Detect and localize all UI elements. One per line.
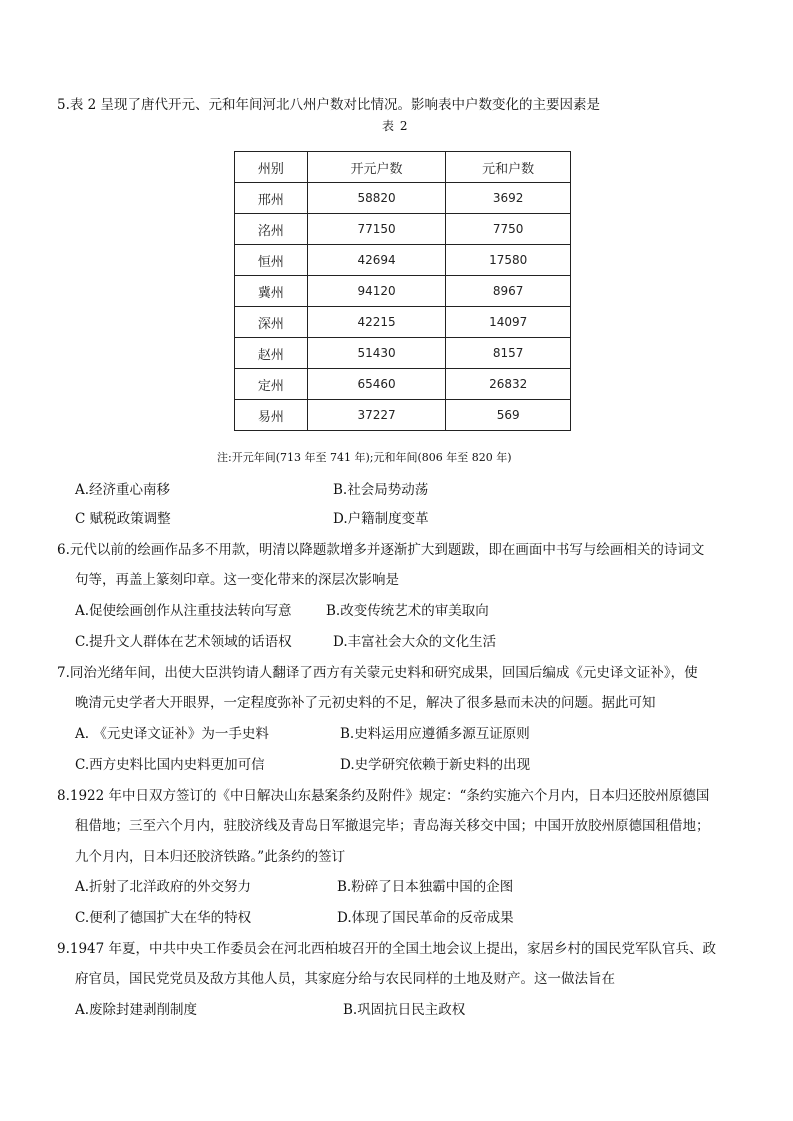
kaiyuan-cell: 58820 [307, 183, 446, 214]
q9-option-b: B.巩固抗日民主政权 [343, 1002, 466, 1018]
prefecture-cell: 深州 [235, 307, 308, 338]
q5-option-c: C 赋税政策调整 [75, 511, 171, 527]
table-note: 注:开元年间(713 年至 741 年);元和年间(806 年至 820 年) [217, 451, 512, 464]
table-row [235, 183, 571, 214]
table-header-row [235, 152, 571, 183]
kaiyuan-cell: 65460 [307, 369, 446, 400]
table-row [235, 307, 571, 338]
prefecture-cell: 洺州 [235, 214, 308, 245]
q9-stem-line: 9.1947 年夏，中共中央工作委员会在河北西柏坡召开的全国土地会议上提出，家居乡村的国民党军队官兵、政 [57, 941, 717, 957]
q7-option-b: B.史料运用应遵循多源互证原则 [340, 726, 530, 742]
q5-option-b: B.社会局势动荡 [333, 482, 429, 498]
header-cell: 元和户数 [446, 152, 571, 183]
q7-stem-line: 晚清元史学者大开眼界，一定程度弥补了元初史料的不足，解决了很多悬而未决的问题。据此可知 [75, 695, 656, 711]
prefecture-cell: 赵州 [235, 338, 308, 369]
q8-option-a: A.折射了北洋政府的外交努力 [75, 879, 252, 895]
q6-option-c: C.提升文人群体在艺术领域的话语权 [75, 634, 292, 650]
q5-stem: 5.表 2 呈现了唐代开元、元和年间河北八州户数对比情况。影响表中户数变化的主要因素是 [57, 97, 601, 113]
q5-option-d: D.户籍制度变革 [333, 511, 429, 527]
kaiyuan-cell: 37227 [307, 400, 446, 431]
household-table [234, 151, 571, 431]
prefecture-cell: 定州 [235, 369, 308, 400]
q9-option-a: A.废除封建剥削制度 [75, 1002, 198, 1018]
prefecture-cell: 冀州 [235, 276, 308, 307]
table-row [235, 214, 571, 245]
q8-option-b: B.粉碎了日本独霸中国的企图 [337, 879, 514, 895]
prefecture-cell: 恒州 [235, 245, 308, 276]
q9-stem-line: 府官员，国民党党员及敌方其他人员，其家庭分给与农民同样的土地及财产。这一做法旨在 [75, 971, 615, 987]
q7-option-d: D.史学研究依赖于新史料的出现 [340, 757, 531, 773]
q8-option-c: C.便利了德国扩大在华的特权 [75, 910, 252, 926]
kaiyuan-cell: 51430 [307, 338, 446, 369]
q6-stem-line: 句等，再盖上篆刻印章。这一变化带来的深层次影响是 [75, 572, 399, 588]
q8-stem-line: 租借地；三至六个月内，驻胶济线及青岛日军撤退完毕；青岛海关移交中国；中国开放胶州原德国租借地； [75, 818, 710, 834]
table-caption: 表 2 [382, 119, 409, 133]
kaiyuan-cell: 42694 [307, 245, 446, 276]
q5-option-a: A.经济重心南移 [75, 482, 171, 498]
q6-option-b: B.改变传统艺术的审美取向 [326, 603, 489, 619]
yuanhe-cell: 3692 [446, 183, 571, 214]
yuanhe-cell: 569 [446, 400, 571, 431]
table-row [235, 369, 571, 400]
q8-option-d: D.体现了国民革命的反帝成果 [337, 910, 514, 926]
yuanhe-cell: 8157 [446, 338, 571, 369]
yuanhe-cell: 14097 [446, 307, 571, 338]
q8-stem-line: 8.1922 年中日双方签订的《中日解决山东悬案条约及附件》规定：“条约实施六个月内，日本归还胶州原德国 [57, 788, 710, 804]
kaiyuan-cell: 94120 [307, 276, 446, 307]
kaiyuan-cell: 42215 [307, 307, 446, 338]
table-row [235, 245, 571, 276]
header-cell: 州别 [235, 152, 308, 183]
q6-option-a: A.促使绘画创作从注重技法转向写意 [75, 603, 292, 619]
kaiyuan-cell: 77150 [307, 214, 446, 245]
q6-stem-line: 6.元代以前的绘画作品多不用款，明清以降题款增多并逐渐扩大到题跋，即在画面中书写与绘画相关的诗词文 [57, 542, 705, 558]
header-cell: 开元户数 [307, 152, 446, 183]
yuanhe-cell: 17580 [446, 245, 571, 276]
table-row [235, 276, 571, 307]
q7-option-a: A. 《元史译文证补》为一手史料 [75, 726, 269, 742]
q7-stem-line: 7.同治光绪年间，出使大臣洪钧请人翻译了西方有关蒙元史料和研究成果，回国后编成《元史译文证补》，使 [57, 665, 698, 681]
prefecture-cell: 易州 [235, 400, 308, 431]
prefecture-cell: 邢州 [235, 183, 308, 214]
yuanhe-cell: 8967 [446, 276, 571, 307]
q6-option-d: D.丰富社会大众的文化生活 [333, 634, 497, 650]
yuanhe-cell: 26832 [446, 369, 571, 400]
table-row [235, 338, 571, 369]
table-row [235, 400, 571, 431]
yuanhe-cell: 7750 [446, 214, 571, 245]
q8-stem-line: 九个月内，日本归还胶济铁路。”此条约的签订 [75, 849, 346, 865]
q7-option-c: C.西方史料比国内史料更加可信 [75, 757, 265, 773]
